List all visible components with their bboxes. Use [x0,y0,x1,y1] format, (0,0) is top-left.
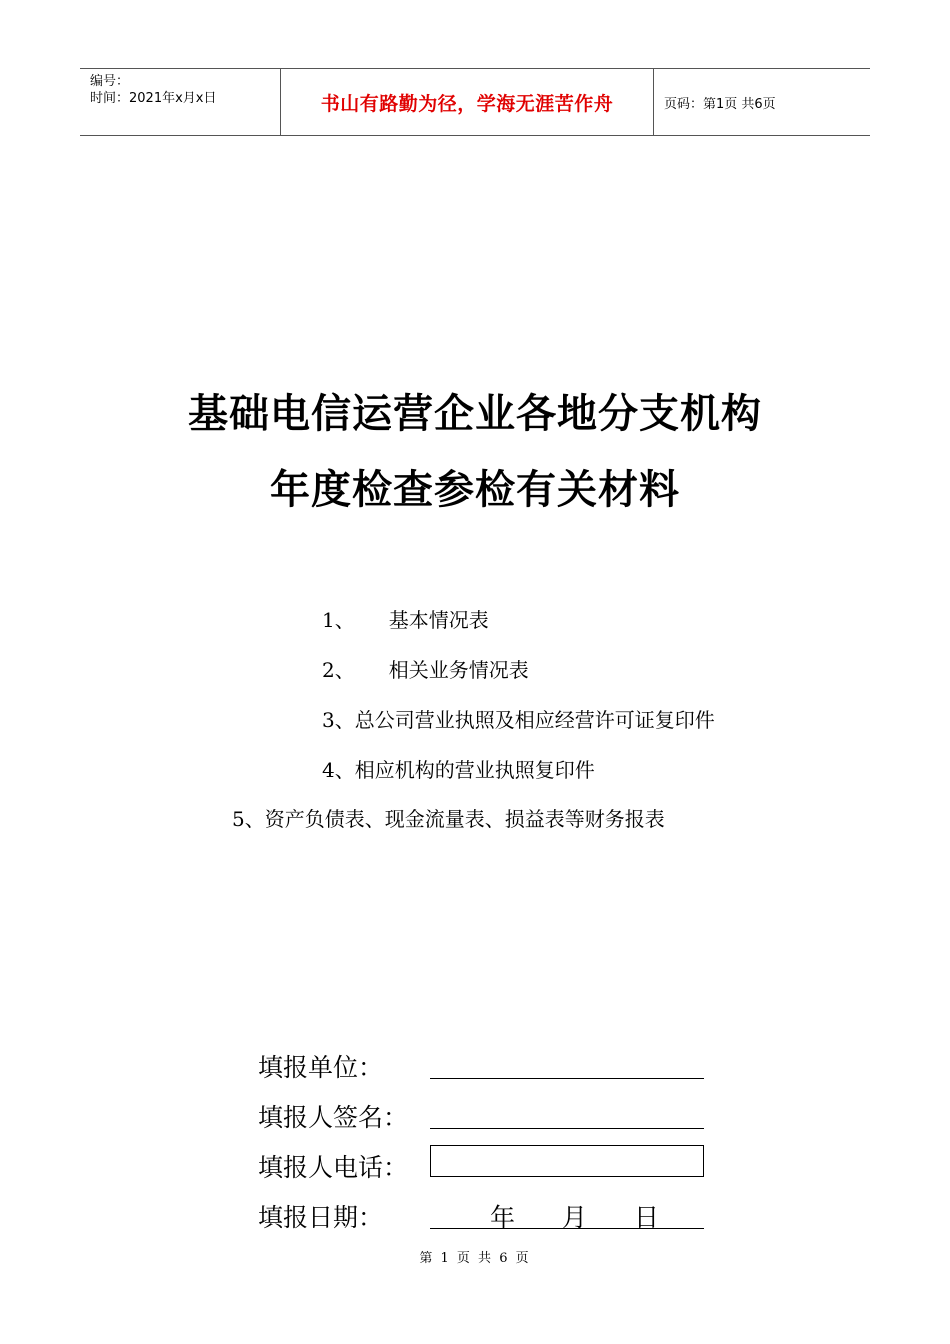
date-day: 日 [634,1203,660,1232]
phone-label: 填报人电话： [258,1153,409,1182]
document-title-line2: 年度检查参检有关材料 [270,467,680,513]
phone-field[interactable] [430,1145,704,1177]
list-item-text: 基本情况表 [388,608,489,632]
date-year: 年 [490,1203,516,1232]
list-item-4: 4、相应机构的营业执照复印件 [322,758,595,782]
list-item-number: 2、 [322,658,355,682]
number-label: 编号： [90,74,130,89]
date-month: 月 [562,1203,588,1232]
signer-field[interactable] [430,1104,704,1129]
signer-label: 填报人签名： [258,1103,409,1132]
unit-label: 填报单位： [258,1053,384,1082]
list-item-number: 1、 [322,608,355,632]
header-page-info: 页码：第1页 共6页 [664,96,776,112]
header-motto: 书山有路勤为径，学海无涯苦作舟 [281,69,654,135]
list-item-text: 相关业务情况表 [388,658,529,682]
list-item-2 [322,654,529,683]
unit-field[interactable] [430,1054,704,1079]
page-footer: 第 1 页 共 6 页 [419,1251,531,1266]
time-label: 时间：2021年x月x日 [90,91,217,106]
page-header [80,68,870,136]
list-item-1 [322,604,489,633]
date-label: 填报日期： [258,1203,384,1232]
list-item-5: 5、资产负债表、现金流量表、损益表等财务报表 [232,807,665,831]
list-item-3: 3、总公司营业执照及相应经营许可证复印件 [322,708,715,732]
document-title-line1: 基础电信运营企业各地分支机构 [188,391,762,437]
header-meta [80,69,281,135]
